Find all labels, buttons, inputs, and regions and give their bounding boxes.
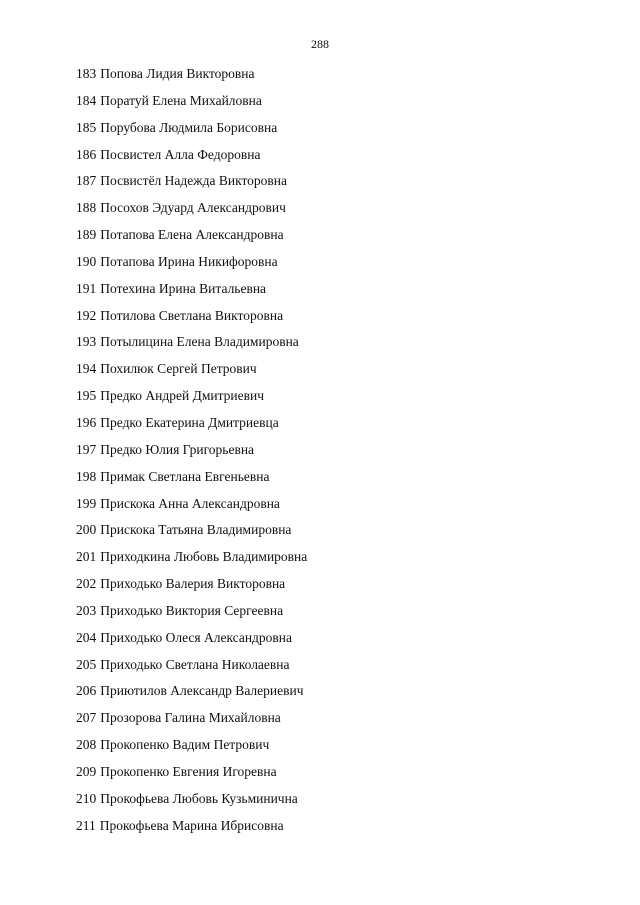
entry-name: Приходько Виктория Сергеевна bbox=[100, 602, 284, 618]
list-item bbox=[76, 440, 307, 467]
entry-number: 199 bbox=[76, 495, 97, 511]
list-item bbox=[76, 681, 307, 708]
entry-name: Предко Юлия Григорьевна bbox=[100, 441, 255, 457]
list-item bbox=[76, 386, 307, 413]
entry-name: Прокофьева Марина Ибрисовна bbox=[99, 817, 284, 833]
entry-name: Порубова Людмила Борисовна bbox=[100, 119, 278, 135]
entry-number: 184 bbox=[76, 92, 97, 108]
list-item bbox=[76, 735, 307, 762]
entry-number: 197 bbox=[76, 441, 97, 457]
entry-name: Попова Лидия Викторовна bbox=[100, 66, 255, 81]
entry-number: 205 bbox=[76, 656, 97, 672]
list-item bbox=[76, 306, 307, 333]
list-item bbox=[76, 467, 307, 494]
entry-name: Приходкина Любовь Владимировна bbox=[100, 549, 308, 565]
entry-number: 202 bbox=[76, 576, 97, 592]
entry-name: Предко Екатерина Дмитриевца bbox=[100, 414, 279, 430]
entry-number: 191 bbox=[76, 280, 97, 296]
list-item bbox=[76, 171, 307, 198]
list-item bbox=[76, 332, 307, 359]
name-list bbox=[76, 64, 307, 842]
entry-number: 190 bbox=[76, 253, 97, 269]
entry-number: 195 bbox=[76, 388, 97, 404]
list-item bbox=[76, 64, 307, 91]
list-item bbox=[76, 252, 307, 279]
entry-name: Поратуй Елена Михайловна bbox=[100, 92, 262, 108]
list-item bbox=[76, 91, 307, 118]
list-item bbox=[76, 655, 307, 682]
entry-name: Потылицина Елена Владимировна bbox=[100, 334, 299, 350]
list-item bbox=[76, 628, 307, 655]
entry-number: 208 bbox=[76, 737, 97, 753]
entry-name: Потапова Ирина Никифоровна bbox=[100, 253, 278, 269]
list-item bbox=[76, 708, 307, 735]
list-item bbox=[76, 601, 307, 628]
list-item bbox=[76, 279, 307, 306]
entry-name: Потапова Елена Александровна bbox=[100, 227, 284, 243]
entry-number: 210 bbox=[76, 790, 97, 806]
entry-name: Посвистел Алла Федоровна bbox=[100, 146, 261, 162]
list-item bbox=[76, 520, 307, 547]
entry-name: Посвистёл Надежда Викторовна bbox=[100, 173, 288, 189]
entry-name: Прокопенко Евгения Игоревна bbox=[100, 763, 277, 779]
entry-name: Приютилов Александр Валериевич bbox=[100, 683, 304, 699]
entry-number: 185 bbox=[76, 119, 97, 135]
entry-number: 204 bbox=[76, 629, 97, 645]
entry-name: Потилова Светлана Викторовна bbox=[100, 307, 284, 323]
entry-number: 211 bbox=[76, 817, 96, 833]
list-item bbox=[76, 198, 307, 225]
entry-number: 183 bbox=[76, 66, 97, 81]
entry-name: Приходько Валерия Викторовна bbox=[100, 576, 286, 592]
entry-name: Прокофьева Любовь Кузьминична bbox=[100, 790, 298, 806]
entry-name: Приходько Светлана Николаевна bbox=[100, 656, 290, 672]
entry-number: 187 bbox=[76, 173, 97, 189]
entry-number: 201 bbox=[76, 549, 97, 565]
list-item bbox=[76, 494, 307, 521]
list-item bbox=[76, 413, 307, 440]
entry-name: Прискока Татьяна Владимировна bbox=[100, 522, 292, 538]
entry-number: 188 bbox=[76, 200, 97, 216]
entry-name: Потехина Ирина Витальевна bbox=[100, 280, 267, 296]
entry-name: Похилюк Сергей Петрович bbox=[100, 361, 257, 377]
list-item bbox=[76, 762, 307, 789]
list-item bbox=[76, 547, 307, 574]
entry-number: 196 bbox=[76, 414, 97, 430]
entry-name: Примак Светлана Евгеньевна bbox=[100, 468, 270, 484]
entry-number: 186 bbox=[76, 146, 97, 162]
page-number: 288 bbox=[311, 37, 329, 51]
entry-number: 189 bbox=[76, 227, 97, 243]
entry-number: 198 bbox=[76, 468, 97, 484]
list-item bbox=[76, 359, 307, 386]
list-item bbox=[76, 574, 307, 601]
entry-number: 207 bbox=[76, 710, 97, 726]
list-item bbox=[76, 118, 307, 145]
entry-number: 203 bbox=[76, 602, 97, 618]
list-item bbox=[76, 145, 307, 172]
entry-name: Прокопенко Вадим Петрович bbox=[100, 737, 270, 753]
entry-name: Предко Андрей Дмитриевич bbox=[100, 388, 265, 404]
entry-number: 193 bbox=[76, 334, 97, 350]
entry-number: 209 bbox=[76, 763, 97, 779]
list-item bbox=[76, 789, 307, 816]
entry-number: 192 bbox=[76, 307, 97, 323]
list-item bbox=[76, 225, 307, 252]
entry-name: Прозорова Галина Михайловна bbox=[100, 710, 281, 726]
entry-number: 200 bbox=[76, 522, 97, 538]
entry-name: Приходько Олеся Александровна bbox=[100, 629, 293, 645]
entry-name: Посохов Эдуард Александрович bbox=[100, 200, 286, 216]
entry-name: Прискока Анна Александровна bbox=[100, 495, 280, 511]
entry-number: 194 bbox=[76, 361, 97, 377]
list-item bbox=[76, 816, 307, 843]
entry-number: 206 bbox=[76, 683, 97, 699]
